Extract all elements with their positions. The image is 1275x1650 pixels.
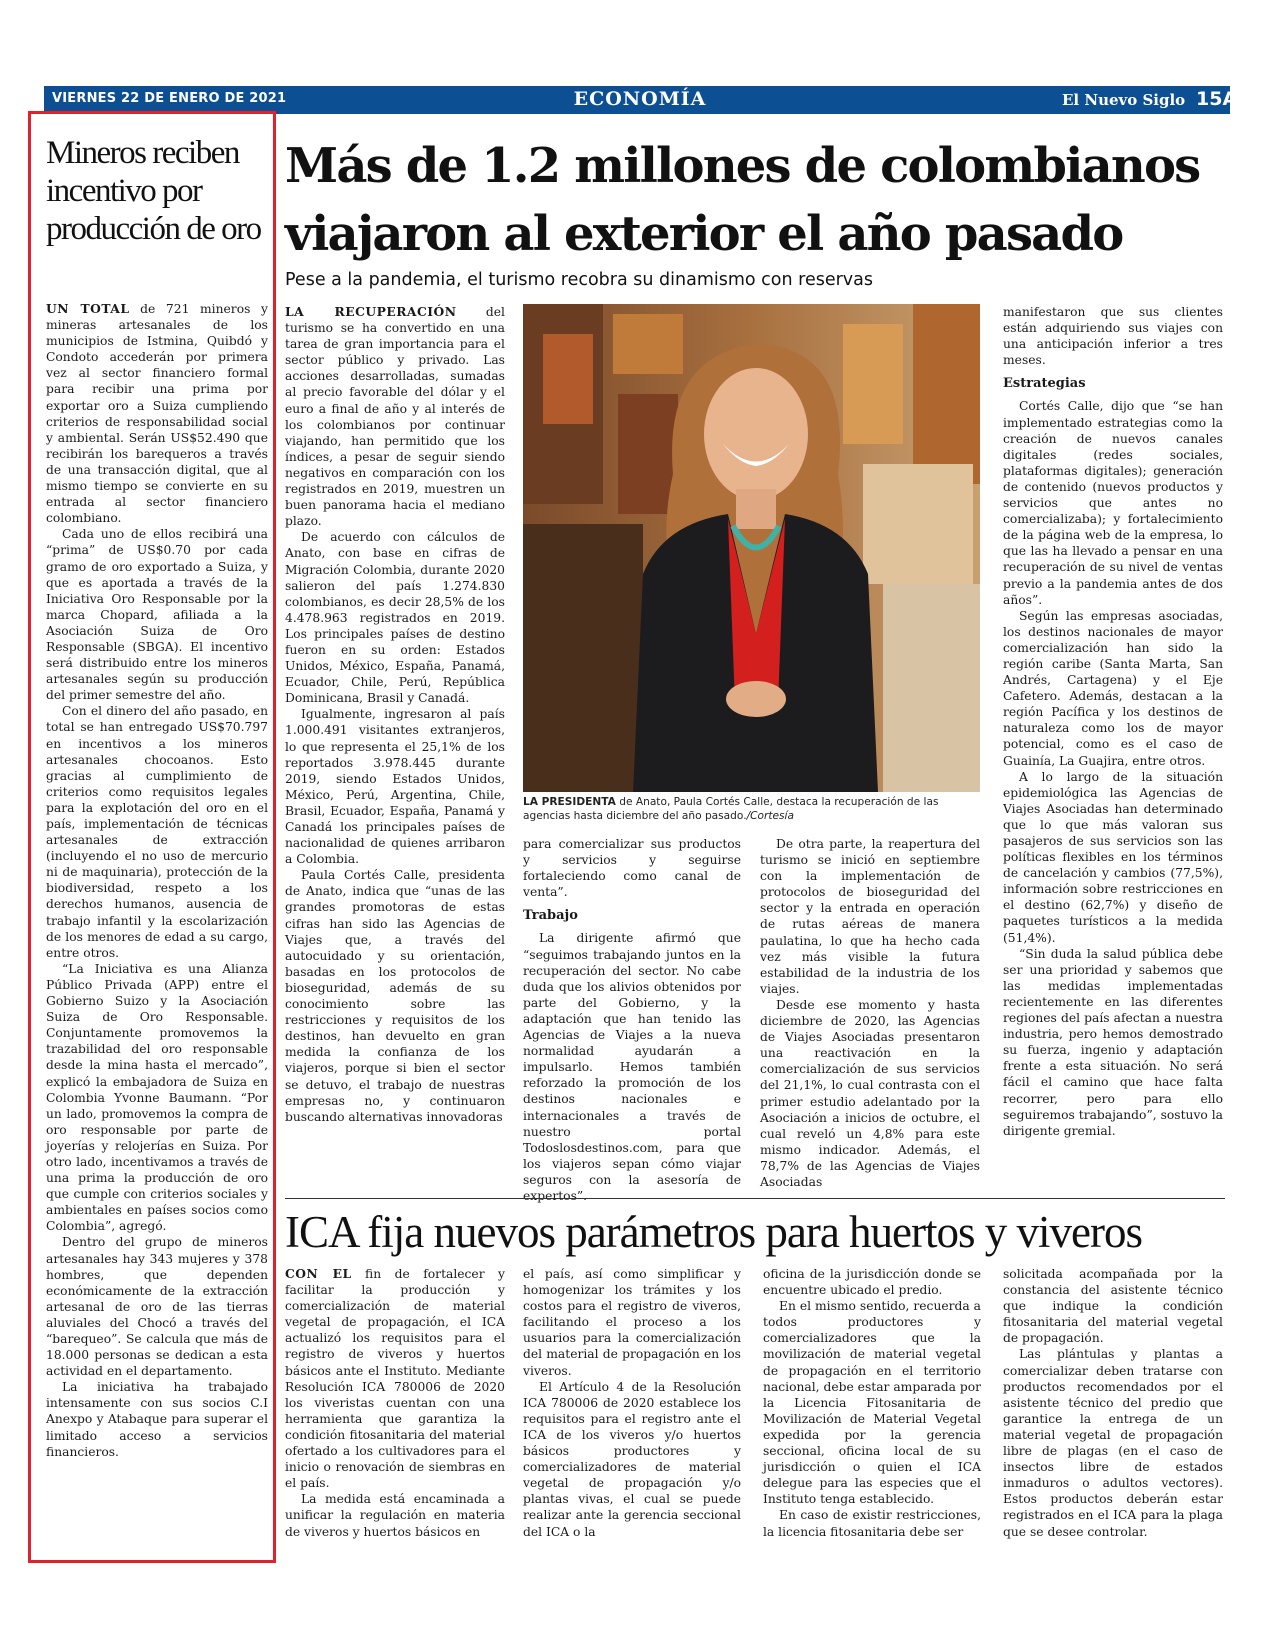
paragraph-text: La iniciativa ha trabajado intensamente con sus socios C.I Anexpo y Atabaque para superar el limitado acceso a servicios financieros. bbox=[46, 1380, 268, 1459]
paragraph-text: de 721 mineros y mineras artesanales de los municipios de Istmina, Quibdó y Condoto accederán por primera vez al sector financiero formal para recibir una prima por exportar oro a Suiza cumpliendo criterios de responsabilidad social y ambiental. Serán US$52.490 que recibirán los barequeros a través de una transacción digital, que al mismo tiempo se convierte en su entrada al sector financiero colombiano. bbox=[46, 302, 268, 526]
paragraph bbox=[46, 1379, 268, 1459]
paragraph-text: fin de fortalecer y facilitar la producción y comercialización de material vegetal de propagación, el ICA actualizó los requisitos para el registro de viveros y huertos básicos ante el Instituto. Mediante Resolución ICA 780006 de 2020 los viveristas cuentan con una herramienta que garantiza la condición fitosanitaria del material ofertado a los cultivadores para el inicio o renovación de siembras en el país. bbox=[285, 1267, 505, 1491]
paragraph-text: “La Iniciativa es una Alianza Público Privada (APP) entre el Gobierno Suizo y la Asociación Suiza de Oro Responsable. Conjuntamente promovemos la trazabilidad del oro responsable desde la mina hasta el mercado”, explicó la embajadora de Suiza en Colombia Yvonne Baumann. “Por un lado, promovemos la compra de oro responsable por parte de joyerías y relojerías en Suiza. Por otro lado, incentivamos a través de una prima la producción de oro que cumple con criterios sociales y ambientales en países socios como Colombia”, agregó. bbox=[46, 961, 268, 1234]
paragraph-text: manifestaron que sus clientes están adquiriendo sus viajes con una anticipación inferior a tres meses. bbox=[1003, 305, 1223, 368]
paragraph bbox=[285, 304, 505, 529]
paragraph-text: El Artículo 4 de la Resolución ICA 780006 de 2020 establece los requisitos para el registro ante el ICA de los viveros y/o huertos básicos productores y comercializadores de material vegetal de propagación y/o plantas vivas, el cual se puede realizar ante la gerencia seccional del ICA o la bbox=[523, 1379, 741, 1539]
paragraph bbox=[523, 836, 741, 900]
paragraph-text: del turismo se ha convertido en una tarea de gran importancia para el sector público y privado. Las acciones desarrolladas, sumadas al precio favorable del dólar y el euro a final de año y al interés de los colombianos por continuar viajando, han permitido que los índices, a pesar de seguir siendo negativos en comparación con los registrados en 2019, muestren un buen panorama hacia el mediano plazo. bbox=[285, 305, 505, 529]
edition-date: VIERNES 22 DE ENERO DE 2021 bbox=[52, 91, 287, 106]
photo-caption bbox=[523, 795, 980, 823]
sidebar-headline: Mineros reciben incentivo por producción de oro bbox=[46, 135, 261, 247]
paragraph bbox=[1003, 398, 1223, 607]
photo-illustration bbox=[523, 304, 980, 792]
paragraph bbox=[523, 1266, 741, 1379]
sidebar-article-body bbox=[46, 301, 268, 1460]
paragraph bbox=[46, 703, 268, 961]
photo-credit: /Cortesía bbox=[746, 810, 794, 822]
ica-headline: ICA fija nuevos parámetros para huertos y viveros bbox=[285, 1207, 1142, 1257]
paragraph-text: para comercializar sus productos y servicios y seguirse fortaleciendo como canal de venta”. bbox=[523, 837, 741, 900]
lead-in: LA RECUPERACIÓN bbox=[285, 304, 457, 319]
paragraph bbox=[763, 1266, 981, 1298]
paragraph-text: Igualmente, ingresaron al país 1.000.491 visitantes extranjeros, lo que representa el 25,1% de los reportados 3.978.445 durante 2019, siendo Estados Unidos, México, Perú, Argentina, Chile, Brasil, Ecuador, España, Panamá y Canadá los principales países de nacionalidad de quienes arribaron a Colombia. bbox=[285, 707, 505, 867]
paragraph-text: En el mismo sentido, recuerda a todos productores y comercializadores que la movilización de material vegetal de propagación en el territorio nacional, debe estar amparada por la Licencia Fitosanitaria de Movilización de Material Vegetal expedida por la gerencia seccional, oficina local de su jurisdicción o quien el ICA delegue para las especies que el Instituto tenga establecido. bbox=[763, 1299, 981, 1507]
paragraph-text: Paula Cortés Calle, presidenta de Anato, indica que “unas de las grandes promotoras de estas cifras han sido las Agencias de Viajes que, a través del autocuidado y su orientación, basadas en los protocolos de bioseguridad, además de su conocimiento sobre las restricciones y requisitos de los destinos, han devuelto en gran medida la confianza de los viajeros, porque si bien el sector se detuvo, el trabajo de nuestras empresas no, y continuaron buscando alternativas innovadoras bbox=[285, 868, 505, 1124]
paragraph-text: La dirigente afirmó que “seguimos trabajando juntos en la recuperación del sector. No cabe duda que los alivios obtenidos por parte del Gobierno, y la adaptación que han tenido las Agencias de Viajes a la nueva normalidad ayudarán a impulsarlo. Hemos también reforzado la promoción de los destinos nacionales e internacionales a través de nuestro portal Todoslosdestinos.com, para que los viajeros sepan cómo viajar seguros con la asesoría de expertos”. bbox=[523, 931, 741, 1203]
paragraph-text: Cortés Calle, dijo que “se han implementado estrategias como la creación de nuevos canales digitales (redes sociales, plataformas digitales); generación de contenido (nuevos productos y servicios que antes no comercializaba); y fortalecimiento de la página web de la empresa, lo que las ha llevado a pensar en una recuperación de su nivel de ventas previo a la pandemia antes de dos años”. bbox=[1003, 399, 1223, 607]
ica-article-column-3 bbox=[763, 1266, 981, 1540]
paragraph bbox=[1003, 946, 1223, 1139]
section-divider bbox=[285, 1198, 1225, 1199]
paragraph bbox=[760, 836, 980, 997]
paragraph bbox=[285, 1491, 505, 1539]
subheading: Trabajo bbox=[523, 908, 578, 924]
main-article-column-1 bbox=[285, 304, 505, 1125]
main-article-column-2 bbox=[523, 836, 741, 1204]
caption-lead: LA PRESIDENTA bbox=[523, 796, 616, 808]
ica-article-column-4 bbox=[1003, 1266, 1223, 1540]
paragraph bbox=[523, 930, 741, 1204]
lead-in: UN TOTAL bbox=[46, 301, 130, 316]
paragraph-text: En caso de existir restricciones, la licencia fitosanitaria debe ser bbox=[763, 1508, 981, 1539]
paragraph-text: Cada uno de ellos recibirá una “prima” de US$0.70 por cada gramo de oro exportado a Suiza, y que es aportada a través de la Iniciativa Oro Responsable por la marca Chopard, afiliada a la Asociación Suiza de Oro Responsable (SBGA). El incentivo será distribuido entre los mineros artesanales según su producción del primer semestre del año. bbox=[46, 527, 268, 703]
subheading: Estrategias bbox=[1003, 376, 1086, 392]
paragraph bbox=[763, 1298, 981, 1507]
paragraph bbox=[46, 961, 268, 1235]
paragraph-text: el país, así como simplificar y homogenizar los trámites y los costos para el registro de viveros, facilitando el proceso a los usuarios para la comercialización del material de propagación en los viveros. bbox=[523, 1267, 741, 1378]
lead-in: CON EL bbox=[285, 1266, 352, 1281]
paragraph bbox=[1003, 769, 1223, 946]
paragraph bbox=[1003, 1266, 1223, 1346]
paragraph bbox=[46, 526, 268, 703]
paragraph-text: Dentro del grupo de mineros artesanales hay 343 mujeres y 378 hombres, que dependen económicamente de la extracción artesanal de oro de las tierras aluviales del Chocó a través del “barequeo”. Se calcula que más de 18.000 personas se dedican a esta actividad en el departamento. bbox=[46, 1235, 268, 1379]
newspaper-logo: El Nuevo Siglo bbox=[1062, 91, 1186, 109]
section-name: ECONOMÍA bbox=[573, 88, 707, 110]
paragraph-text: oficina de la jurisdicción donde se encuentre ubicado el predio. bbox=[763, 1267, 981, 1298]
main-article-column-3 bbox=[760, 836, 980, 1190]
paragraph bbox=[763, 1507, 981, 1539]
paragraph bbox=[46, 1234, 268, 1379]
paragraph bbox=[285, 1266, 505, 1491]
paragraph bbox=[1003, 608, 1223, 769]
paragraph bbox=[285, 706, 505, 867]
paragraph bbox=[523, 1379, 741, 1540]
paragraph bbox=[285, 867, 505, 1125]
paragraph-text: Desde ese momento y hasta diciembre de 2020, las Agencias de Viajes Asociadas presentaron una reactivación en la comercialización de sus servicios del 21,1%, lo cual contrasta con el primer estudio adelantado por la Asociación a inicios de octubre, el cual reveló un 4,8% para este mismo indicador. Además, el 78,7% de las Agencias de Viajes Asociadas bbox=[760, 997, 980, 1189]
paragraph-text: “Sin duda la salud pública debe ser una prioridad y sabemos que las medidas implementadas recientemente en las diferentes regiones del país afectan a nuestra industria, pero hemos demostrado su fuerza, ingenio y adaptación frente a esta situación. No será fácil el camino que hace falta recorrer, pero para ello seguiremos trabajando”, sostuvo la dirigente gremial. bbox=[1003, 946, 1223, 1138]
ica-article-column-2 bbox=[523, 1266, 741, 1540]
paragraph bbox=[1003, 304, 1223, 368]
paragraph-text: solicitada acompañada por la constancia del asistente técnico que indique la condición fitosanitaria del material vegetal de propagación. bbox=[1003, 1267, 1223, 1346]
paragraph-text: De acuerdo con cálculos de Anato, con base en cifras de Migración Colombia, durante 2020 salieron del país 1.274.830 colombianos, es decir 28,5% de los 4.478.963 registrados en 2019. Los principales países de destino fueron en su orden: Estados Unidos, México, España, Panamá, Ecuador, Chile, Perú, República Dominicana, Brasil y Canadá. bbox=[285, 530, 505, 706]
paragraph-text: A lo largo de la situación epidemiológica las Agencias de Viajes Asociadas han determinado que lo que más valoran sus pasajeros de sus servicios son las políticas flexibles en los términos de cancelación y cambios (77,5%), información sobre restricciones en el destino (62,7%) y diseño de paquetes turísticos a la medida (51,4%). bbox=[1003, 769, 1223, 945]
paragraph-text: Con el dinero del año pasado, en total se han entregado US$70.797 en incentivos a los mineros artesanales chocoanos. Esto gracias al cumplimiento de criterios como requisitos legales para la explotación del oro en el país, implementación de técnicas artesanales de extracción (incluyendo el no uso de mercurio ni de maquinaria), protección de la biodiversidad, respeto a los derechos humanos, ausencia de trabajo infantil y la escolarización de los menores de edad a su cargo, entre otros. bbox=[46, 704, 268, 960]
main-subheadline: Pese a la pandemia, el turismo recobra su dinamismo con reservas bbox=[285, 270, 874, 290]
paragraph bbox=[760, 997, 980, 1190]
ica-article-column-1 bbox=[285, 1266, 505, 1540]
paragraph-text: Las plántulas y plantas a comercializar deben tratarse con productos recomendados por el asistente técnico del predio que garantice la entrega de un material vegetal de propagación libre de plagas (en el caso de insectos libre de estados inmaduros o adultos vectores). Estos productos deberán estar registrados en el ICA para la plaga que se desee controlar. bbox=[1003, 1347, 1223, 1539]
paragraph bbox=[285, 529, 505, 706]
caption-text: de Anato, Paula Cortés Calle, destaca la recuperación de las agencias hasta diciembre del año pasado. bbox=[523, 796, 939, 822]
paragraph-text: Según las empresas asociadas, los destinos nacionales de mayor comercialización han sido la región caribe (Santa Marta, San Andrés, Cartagena) y el Eje Cafetero. Además, destacan a la región Pacífica y los destinos de naturaleza como los de mayor potencial, como es el caso de Guainía, La Guajira, entre otros. bbox=[1003, 608, 1223, 768]
paragraph-text: La medida está encaminada a unificar la regulación en materia de viveros y huertos básicos en bbox=[285, 1492, 505, 1539]
main-article-column-4 bbox=[1003, 304, 1223, 1139]
president-photo bbox=[523, 304, 980, 792]
main-headline: Más de 1.2 millones de colombianos viajaron al exterior el año pasado bbox=[285, 138, 1200, 262]
paragraph bbox=[46, 301, 268, 526]
paragraph bbox=[1003, 1346, 1223, 1539]
page-number: 15A bbox=[1196, 88, 1238, 110]
paragraph-text: De otra parte, la reapertura del turismo se inició en septiembre con la implementación de protocolos de bioseguridad del sector y la entrada en operación de rutas aéreas de manera paulatina, lo que ha hecho cada vez más visible la futura estabilidad de la industria de los viajes. bbox=[760, 837, 980, 996]
